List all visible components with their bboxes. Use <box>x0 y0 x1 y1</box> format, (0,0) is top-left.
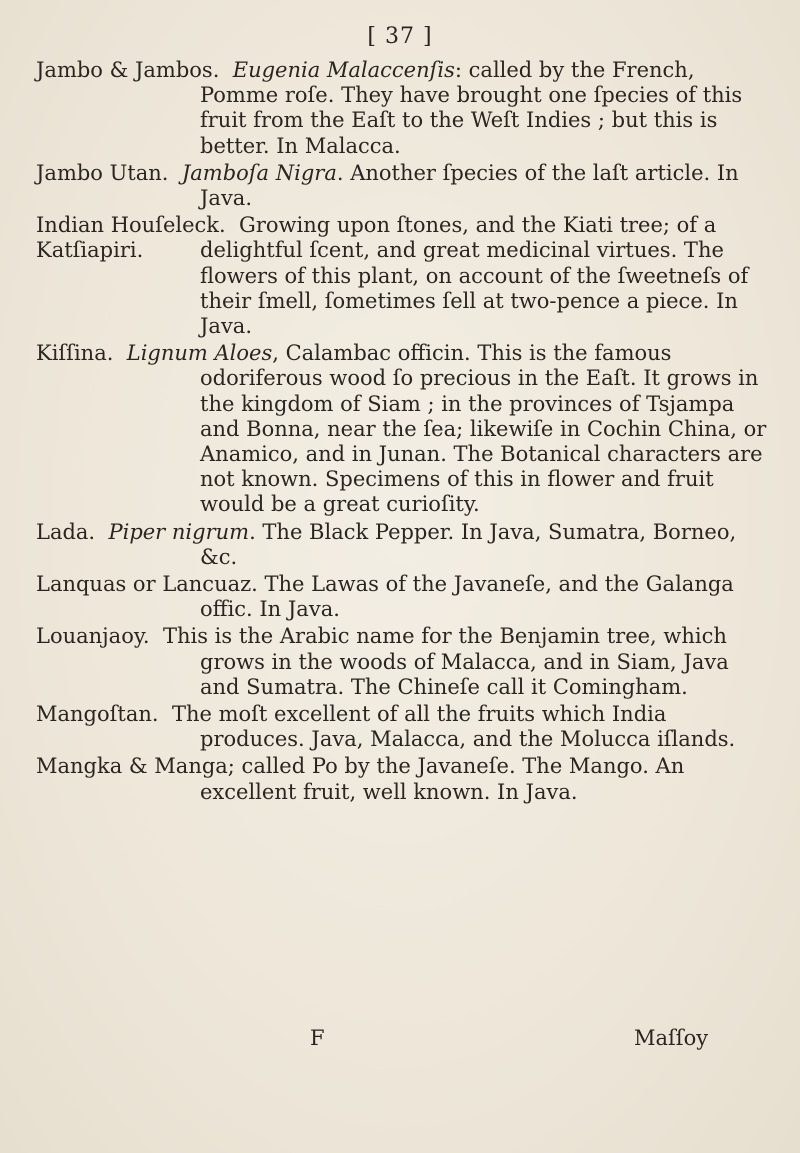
entry-term: Lanquas or <box>36 572 156 597</box>
entry-scientific-name: Jamboſa Nigra <box>181 160 337 185</box>
page-number: [ 37 ] <box>367 24 433 49</box>
page-footer <box>0 1026 800 1052</box>
entry-lanquas <box>36 572 768 622</box>
entry-scientific-name: Piper nigrum <box>108 519 250 544</box>
entry-text: . Another ſpecies of the laſt article. In Java. <box>200 160 739 211</box>
entry-mangostan <box>36 702 768 752</box>
entry-text: The moſt excellent of all the fruits which India produces. Java, Malacca, and the Molucca iſlands. <box>171 702 736 752</box>
entry-louanjaoy <box>36 624 768 700</box>
entry-lada <box>36 520 768 570</box>
entry-term: Indian Houſeleck. <box>36 213 226 238</box>
entry-text: Manga; called Po by the Javaneſe. The Mango. An excellent fruit, well known. In Java. <box>154 754 685 804</box>
entry-text: . The Black Pepper. In Java, Sumatra, Borneo, &c. <box>200 519 737 569</box>
entry-term: Jambo Utan. <box>36 160 169 185</box>
side-term: Katſiapiri. <box>36 238 144 263</box>
entry-scientific-name: Eugenia Malaccenſis <box>232 58 455 82</box>
entry-jambo <box>36 58 768 159</box>
entry-text: Lancuaz. The Lawas of the Javaneſe, and the Galanga offic. In Java. <box>162 572 734 622</box>
entry-indian-houseleck <box>36 213 768 339</box>
entry-scientific-name: Lignum Aloes <box>126 341 273 366</box>
entry-term: Kiſſina. <box>36 341 114 366</box>
entry-term: Mangka & <box>36 754 148 779</box>
entry-text: : called by the French, Pomme roſe. They have brought one ſpecies of this fruit from the Eaſt to the Weſt Indies ; but this is better. In Malacca. <box>200 58 743 158</box>
entry-kissina <box>36 341 768 517</box>
entry-mangka <box>36 754 768 804</box>
entry-term: Jambo & Jambos. <box>36 58 220 82</box>
signature-mark: F <box>310 1026 325 1050</box>
entry-term: Lada. <box>36 519 96 544</box>
entry-term: Louanjaoy. <box>36 624 150 649</box>
entry-text: Growing upon ſtones, and the Kiati tree; of a delightful ſcent, and great medicinal virtues. The flowers of this plant, on account of the ſweetneſs of their ſmell, ſometimes ſell at two-pence a piece. In Java. <box>200 213 749 339</box>
entry-list <box>36 58 768 805</box>
entry-term: Mangoſtan. <box>36 702 159 727</box>
entry-jambo-utan <box>36 161 768 211</box>
catchword: Maſſoy <box>634 1026 709 1050</box>
entry-text: , Calambac officin. This is the famous odoriferous wood ſo precious in the Eaſt. It grows in the kingdom of Siam ; in the provinces of Tsjampa and Bonna, near the ſea; likewiſe in Cochin China, or Anamico, and in Junan. The Botanical characters are not known. Specimens of this in flower and fruit would be a great curioſity. <box>200 341 767 517</box>
entry-text: This is the Arabic name for the Benjamin tree, which grows in the woods of Malacca, and in Siam, Java and Sumatra. The Chineſe call it Comingham. <box>162 624 729 699</box>
